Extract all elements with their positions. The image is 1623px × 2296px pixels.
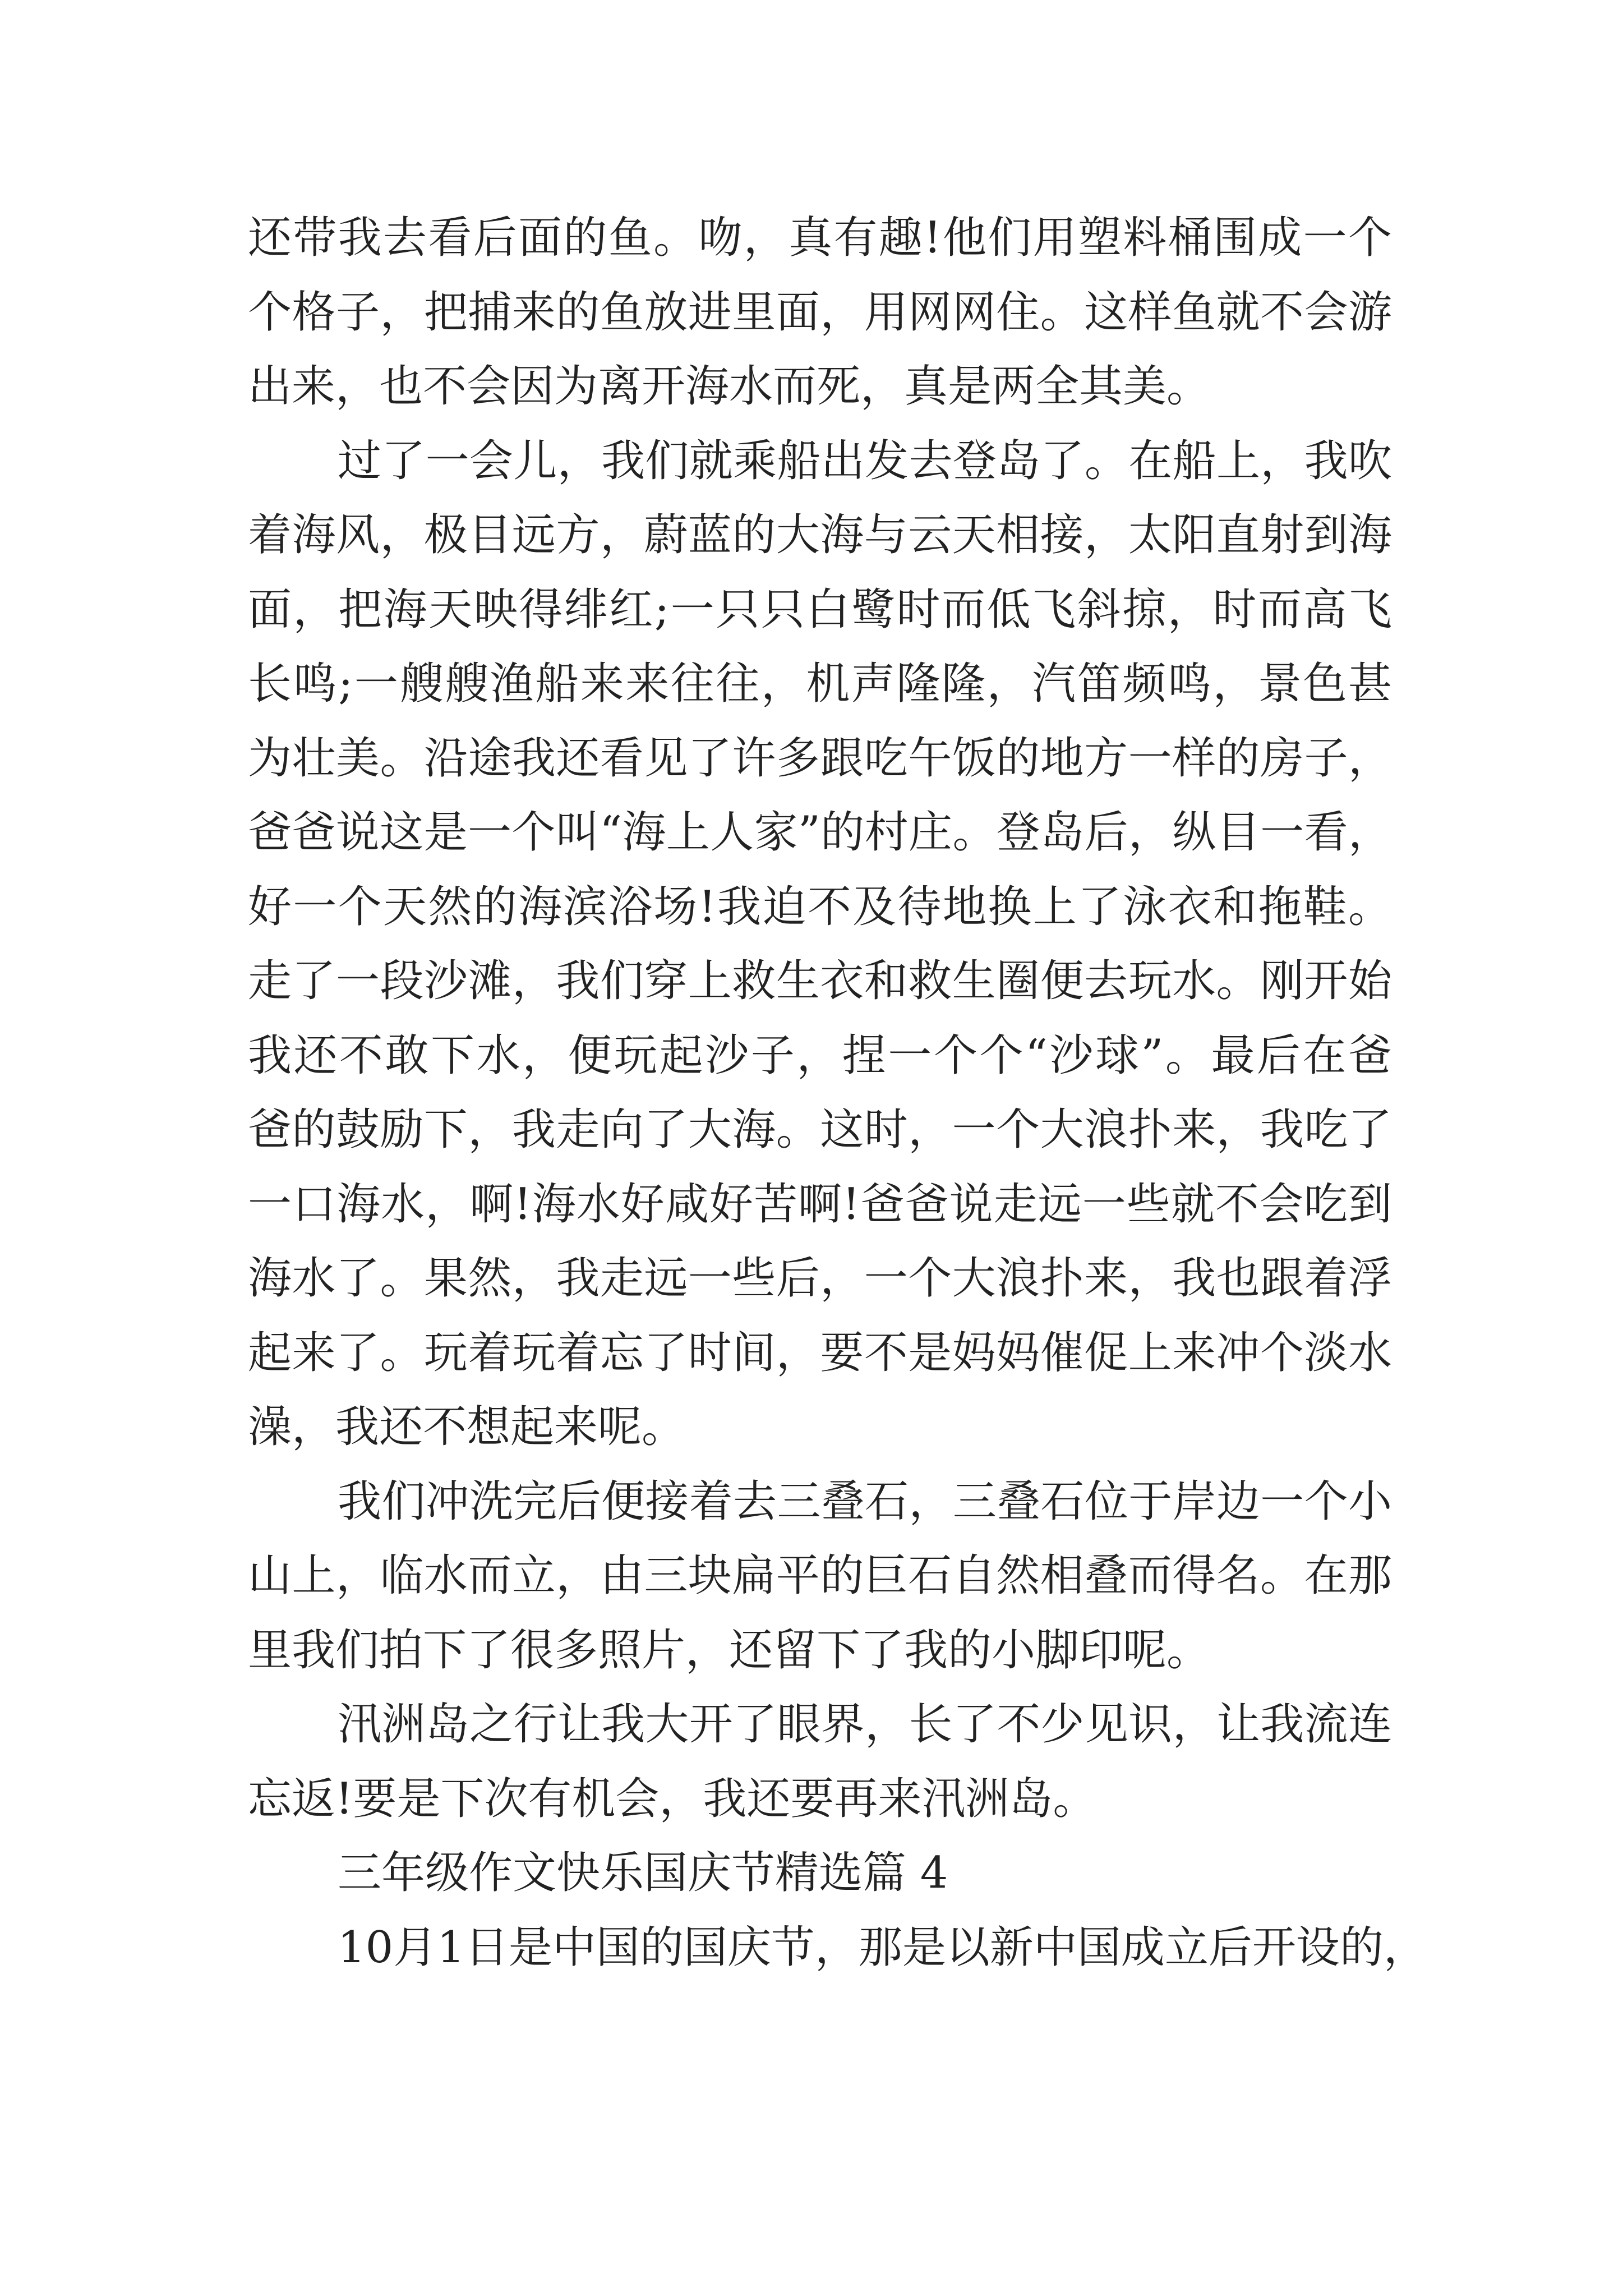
text-line: 我们冲洗完后便接着去三叠石，三叠石位于岸边一个小 <box>338 1476 1392 1527</box>
text-line: 还带我去看后面的鱼。吻，真有趣!他们用塑料桶围成一个 <box>248 213 1392 263</box>
text-line: 一口海水，啊!海水好咸好苦啊!爸爸说走远一些就不会吃到 <box>248 1179 1392 1230</box>
text-line: 着海风，极目远方，蔚蓝的大海与云天相接，太阳直射到海 <box>248 510 1392 560</box>
text-line: 海水了。果然，我走远一些后，一个大浪扑来，我也跟着浮 <box>248 1253 1392 1304</box>
text-line: 我还不敢下水，便玩起沙子，捏一个个“沙球”。最后在爸 <box>248 1030 1392 1081</box>
text-line: 为壮美。沿途我还看见了许多跟吃午饭的地方一样的房子， <box>248 733 1392 784</box>
text-line: 爸的鼓励下，我走向了大海。这时，一个大浪扑来，我吃了 <box>248 1105 1392 1155</box>
text-line: 澡，我还不想起来呢。 <box>248 1402 686 1452</box>
text-line: 爸爸说这是一个叫“海上人家”的村庄。登岛后，纵目一看， <box>248 807 1392 858</box>
text-line: 过了一会儿，我们就乘船出发去登岛了。在船上，我吹 <box>338 435 1392 486</box>
text-line: 里我们拍下了很多照片，还留下了我的小脚印呢。 <box>248 1625 1211 1676</box>
text-line: 汛洲岛之行让我大开了眼界，长了不少见识，让我流连 <box>338 1699 1392 1750</box>
text-line: 忘返!要是下次有机会，我还要再来汛洲岛。 <box>248 1773 1097 1824</box>
text-line: 起来了。玩着玩着忘了时间，要不是妈妈催促上来冲个淡水 <box>248 1327 1392 1378</box>
text-line: 面，把海天映得绯红;一只只白鹭时而低飞斜掠，时而高飞 <box>248 584 1392 635</box>
text-line: 长鸣;一艘艘渔船来来往往，机声隆隆，汽笛频鸣，景色甚 <box>248 659 1392 709</box>
text-line: 10月1日是中国的国庆节，那是以新中国成立后开设的， <box>338 1922 1427 1973</box>
text-line: 山上，临水而立，由三块扁平的巨石自然相叠而得名。在那 <box>248 1550 1392 1601</box>
text-line: 个格子，把捕来的鱼放进里面，用网网住。这样鱼就不会游 <box>248 287 1392 338</box>
document-body <box>248 201 1427 1985</box>
text-line: 三年级作文快乐国庆节精选篇 4 <box>338 1848 948 1898</box>
text-line: 走了一段沙滩，我们穿上救生衣和救生圈便去玩水。刚开始 <box>248 956 1392 1006</box>
text-line: 好一个天然的海滨浴场!我迫不及待地换上了泳衣和拖鞋。 <box>248 881 1392 932</box>
text-line: 出来，也不会因为离开海水而死，真是两全其美。 <box>248 361 1211 412</box>
